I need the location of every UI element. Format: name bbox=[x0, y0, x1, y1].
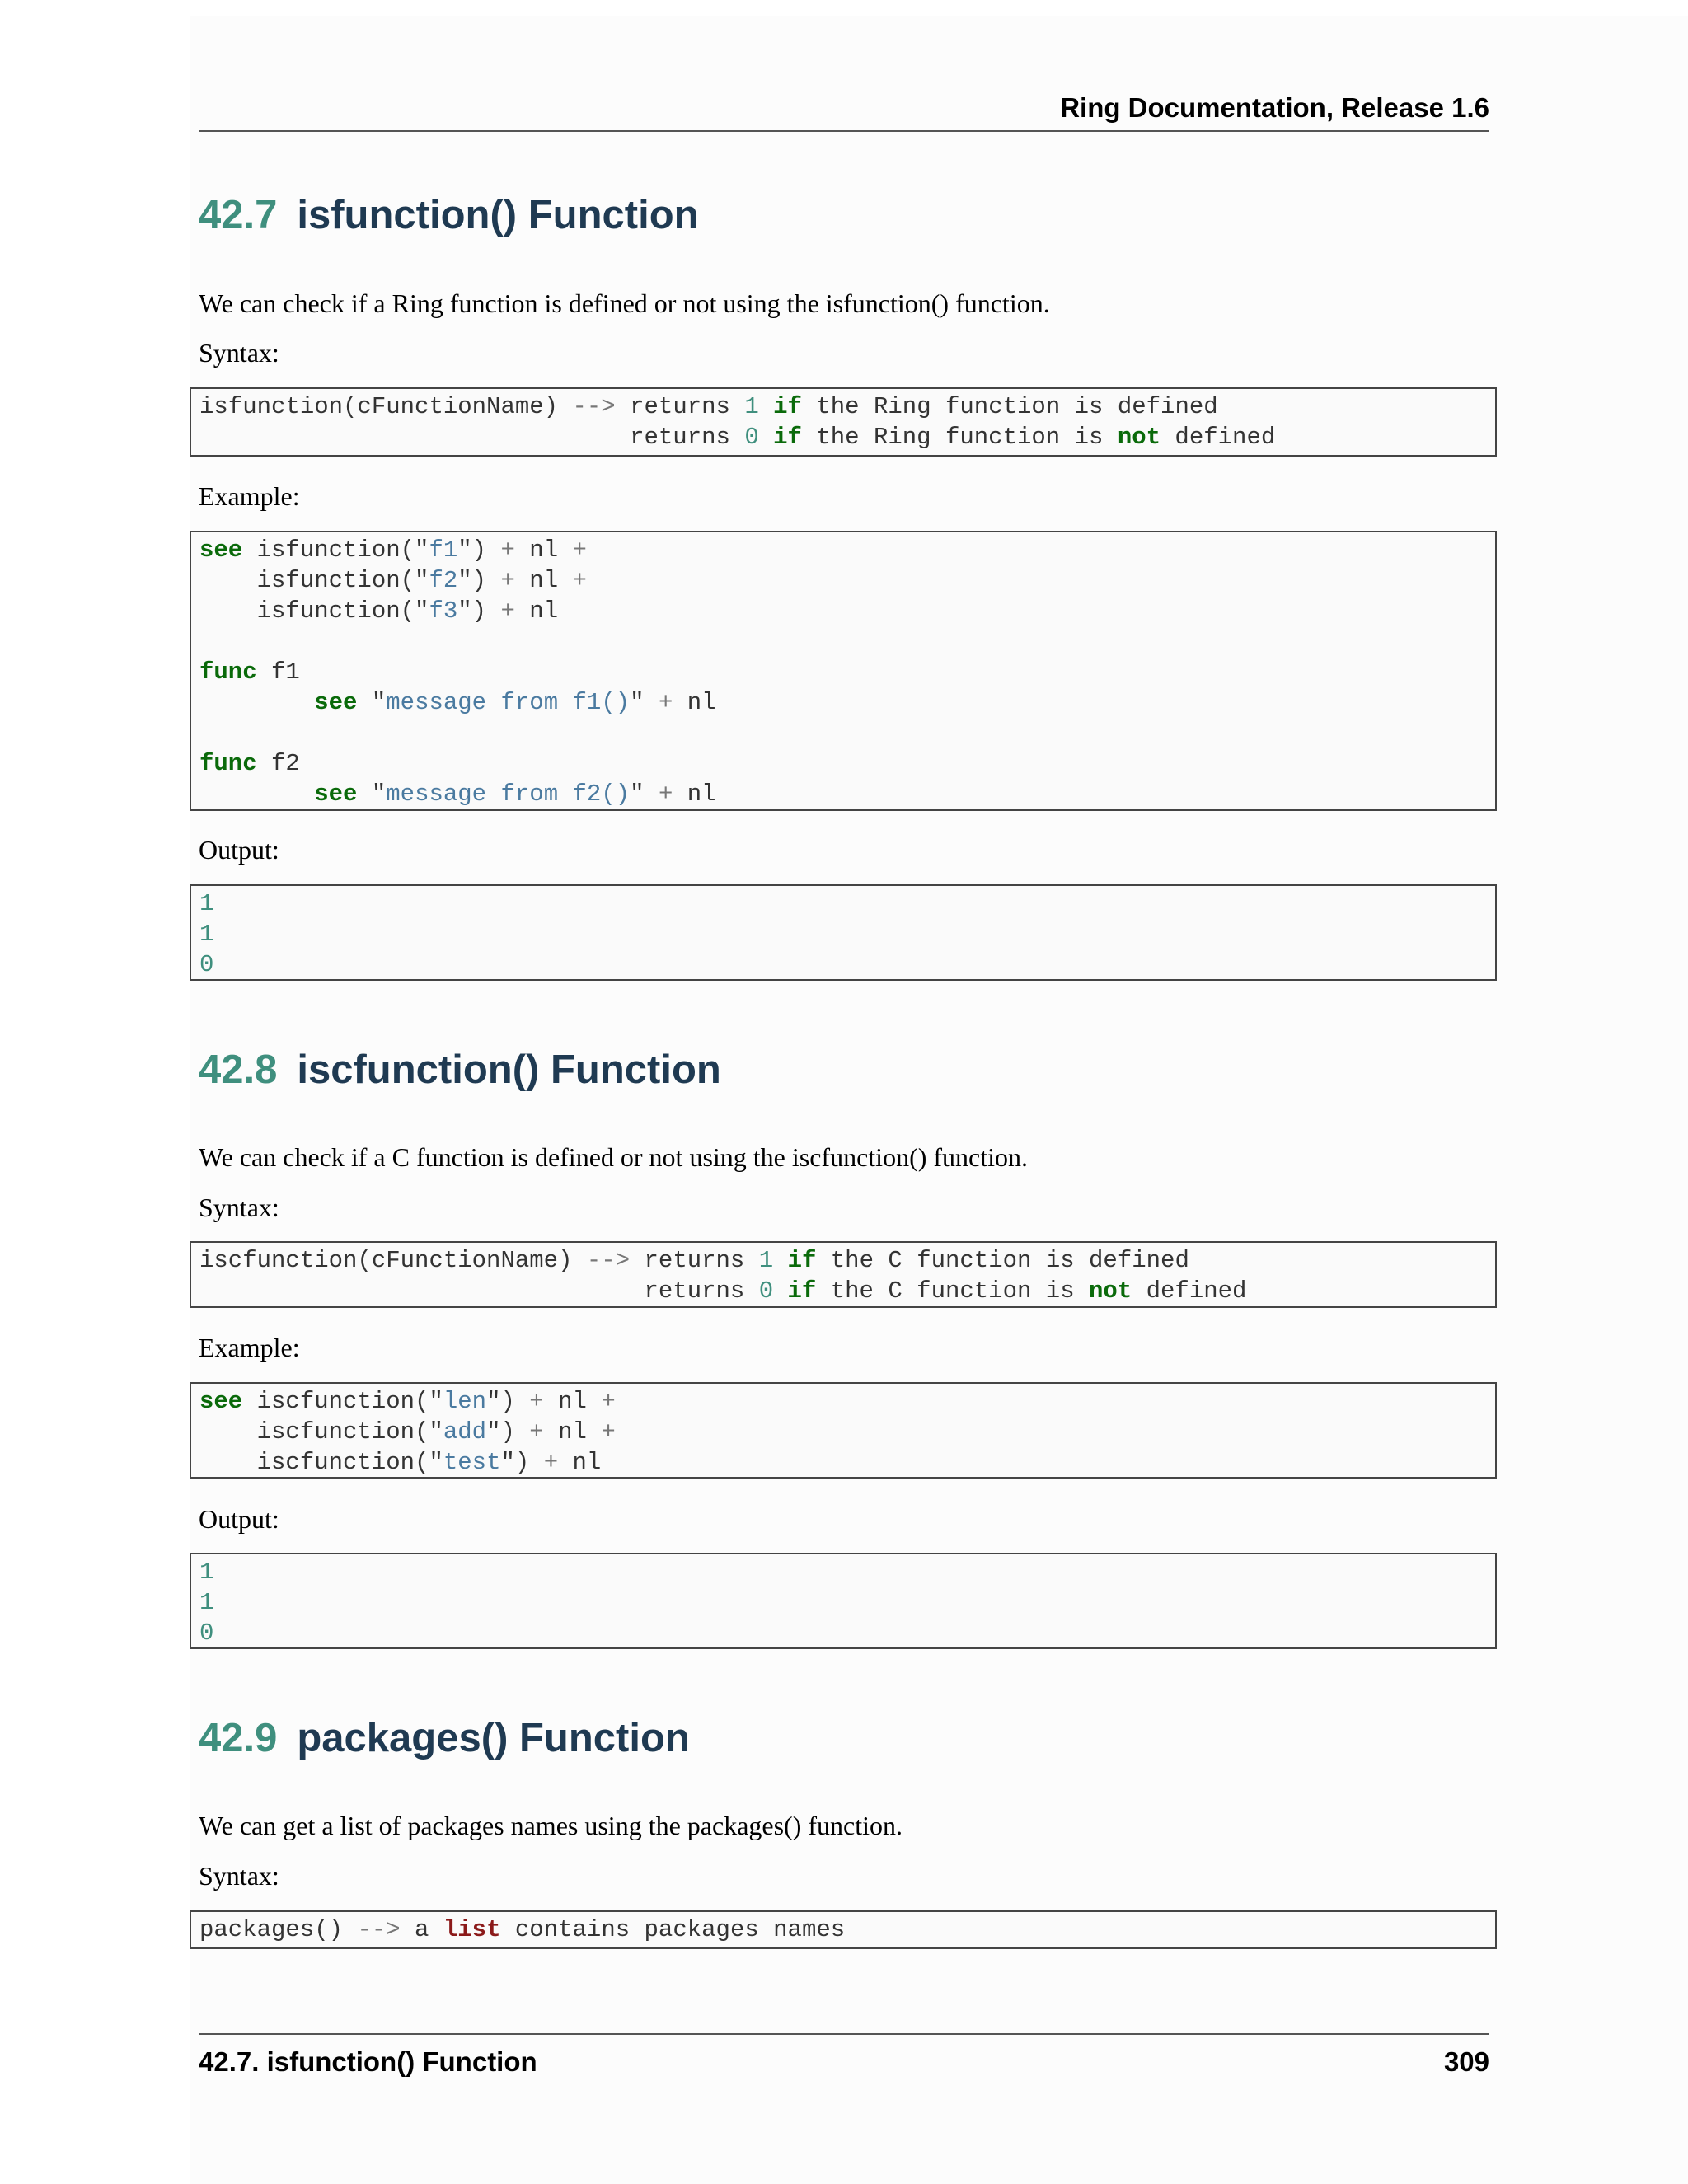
section-title: iscfunction() Function bbox=[297, 1047, 721, 1092]
section-title: isfunction() Function bbox=[297, 193, 699, 237]
section-number: 42.7 bbox=[199, 193, 278, 237]
output-code-block bbox=[190, 1553, 1497, 1649]
code: packages() --> a list contains packages names bbox=[199, 1916, 846, 1943]
syntax-label: Syntax: bbox=[199, 338, 279, 368]
output-label: Output: bbox=[199, 1504, 279, 1534]
code: isfunction(cFunctionName) --> returns 1 if the Ring function is defined returns 0 if the Ring function is not defined bbox=[199, 393, 1276, 451]
section-description: We can get a list of packages names using the packages() function. bbox=[199, 1811, 903, 1840]
header-title: Ring Documentation, Release 1.6 bbox=[1060, 92, 1489, 123]
footer-section: 42.7. isfunction() Function bbox=[199, 2046, 537, 2077]
syntax-label: Syntax: bbox=[199, 1861, 279, 1891]
section-heading-42-8 bbox=[199, 1047, 721, 1093]
syntax-code-block bbox=[190, 1241, 1497, 1308]
example-code-block bbox=[190, 531, 1497, 811]
syntax-label: Syntax: bbox=[199, 1193, 279, 1222]
example-label: Example: bbox=[199, 1333, 300, 1362]
code: 1 1 0 bbox=[199, 890, 214, 978]
page-footer bbox=[199, 2033, 1489, 2077]
section-number: 42.8 bbox=[199, 1047, 278, 1092]
syntax-code-block bbox=[190, 387, 1497, 457]
code: iscfunction(cFunctionName) --> returns 1 if the C function is defined returns 0 if the C function is not defined bbox=[199, 1247, 1247, 1305]
section-heading-42-7 bbox=[199, 192, 699, 238]
page-header bbox=[199, 89, 1489, 132]
section-title: packages() Function bbox=[297, 1716, 690, 1760]
example-code-block bbox=[190, 1382, 1497, 1479]
code: see isfunction("f1") + nl + isfunction("f2") + nl + isfunction("f3") + nl func f1 see "message from f1()" + nl func f2 see "message from f2()" + nl bbox=[199, 537, 716, 808]
page bbox=[190, 16, 1688, 2184]
output-label: Output: bbox=[199, 835, 279, 865]
syntax-code-block bbox=[190, 1910, 1497, 1949]
section-heading-42-9 bbox=[199, 1715, 690, 1761]
section-description: We can check if a Ring function is defined or not using the isfunction() function. bbox=[199, 288, 1050, 318]
section-description: We can check if a C function is defined or not using the iscfunction() function. bbox=[199, 1142, 1029, 1172]
output-code-block bbox=[190, 884, 1497, 981]
example-label: Example: bbox=[199, 481, 300, 511]
page-number: 309 bbox=[1443, 2046, 1489, 2077]
section-number: 42.9 bbox=[199, 1716, 278, 1760]
code: see iscfunction("len") + nl + iscfunction("add") + nl + iscfunction("test") + nl bbox=[199, 1388, 616, 1476]
code: 1 1 0 bbox=[199, 1558, 214, 1647]
